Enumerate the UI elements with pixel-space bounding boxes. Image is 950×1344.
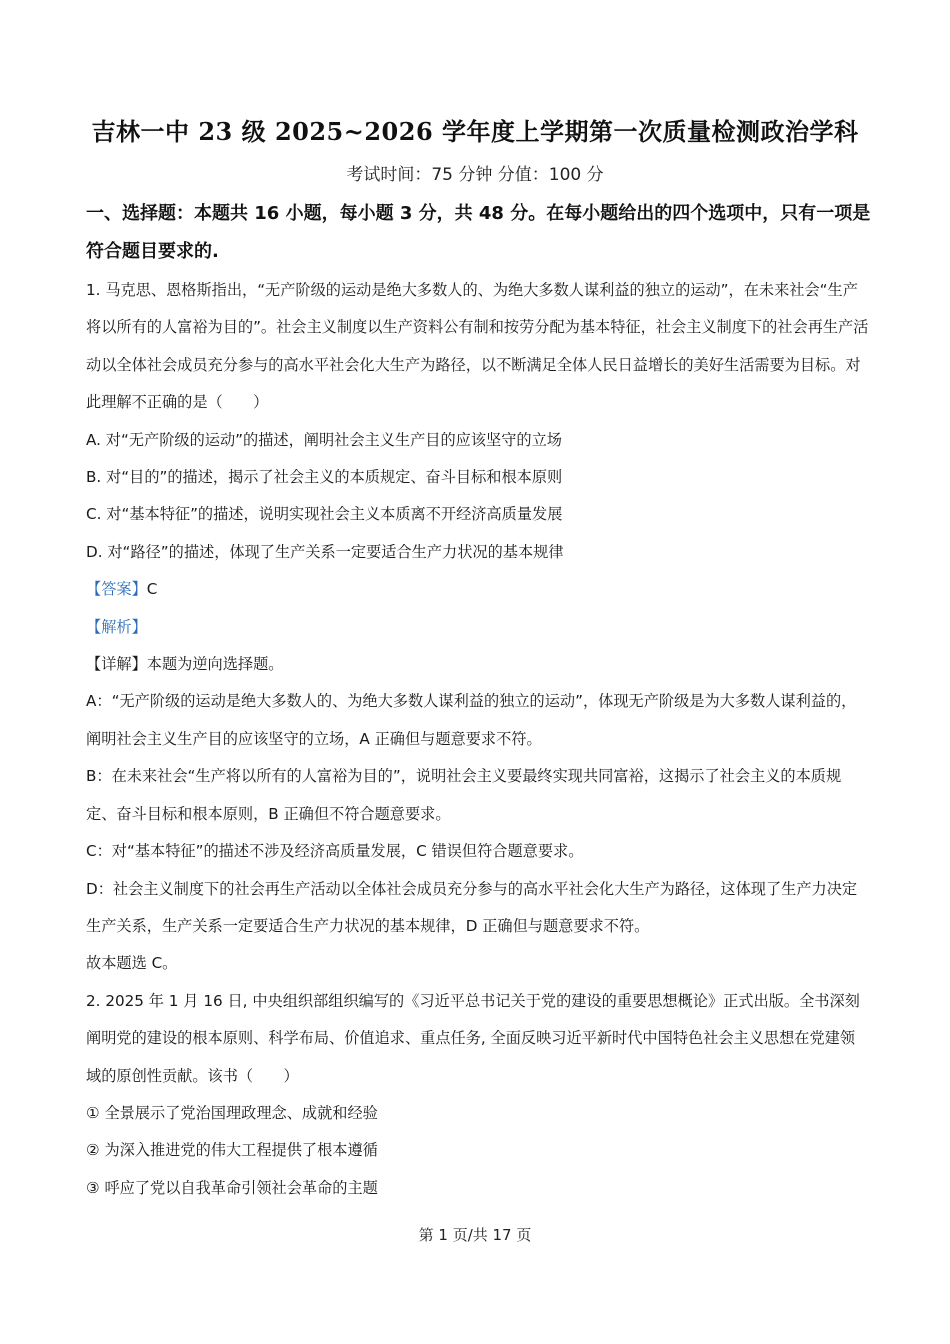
q2-item-1: ① 全景展示了党治国理政理念、成就和经验 (86, 1103, 378, 1122)
q1-explain-a: A：“无产阶级的运动是绝大多数人的、为绝大多数人谋利益的独立的运动”，体现无产阶级是为大多数人谋利益的，阐明社会主义生产目的应该坚守的立场，A 正确但与题意要求不符。 (86, 692, 857, 748)
q1-option-d: D. 对“路径”的描述，体现了生产关系一定要适合生产力状况的基本规律 (86, 542, 564, 561)
q1-conclusion: 故本题选 C。 (86, 954, 178, 973)
q1-explain-d: D：社会主义制度下的社会再生产活动以全体社会成员充分参与的高水平社会化大生产为路径，这体现了生产力决定生产关系，生产关系一定要适合生产力状况的基本规律，D 正确但与题意要求不符。 (86, 879, 858, 935)
q1-explain-b: B：在未来社会“生产将以所有的人富裕为目的”，说明社会主义要最终实现共同富裕，这揭示了社会主义的本质规定、奋斗目标和根本原则，B 正确但不符合题意要求。 (86, 767, 842, 823)
q1-option-a: A. 对“无产阶级的运动”的描述，阐明社会主义生产目的应该坚守的立场 (86, 430, 562, 449)
analysis-tag: 【解析】 (86, 617, 147, 636)
exam-title: 吉林一中 23 级 2025~2026 学年度上学期第一次质量检测政治学科 (91, 117, 859, 146)
q1-stem: 1. 马克思、恩格斯指出，“无产阶级的运动是绝大多数人的、为绝大多数人谋利益的独立的运动”，在未来社会“生产将以所有的人富裕为目的”。社会主义制度以生产资料公有制和按劳分配为基本特征，社会主义制度下的社会再生产活动以全体社会成员充分参与的高水平社会化大生产为路径，以不断满足全体人民日益增长的美好生活需要为目标。对此理解不正确的是（ ） (86, 281, 869, 412)
answer-tag: 【答案】 (86, 580, 147, 599)
answer-value: C (146, 580, 158, 599)
q2-item-2: ② 为深入推进党的伟大工程提供了根本遵循 (86, 1141, 378, 1160)
q1-option-c: C. 对“基本特征”的描述，说明实现社会主义本质离不开经济高质量发展 (86, 505, 563, 524)
page-footer: 第 1 页/共 17 页 (418, 1226, 532, 1244)
q2-stem: 2. 2025 年 1 月 16 日, 中央组织部组织编写的《习近平总书记关于党的建设的重要思想概论》正式出版。全书深刻阐明党的建设的根本原则、科学布局、价值追求、重点任务, 全面反映习近平新时代中国特色社会主义思想在党建领域的原创性贡献。该书（ ） (86, 991, 860, 1085)
question-body (86, 272, 870, 1207)
q1-detail: 【详解】本题为逆向选择题。 (86, 655, 284, 674)
q1-explain-c: C：对“基本特征”的描述不涉及经济高质量发展，C 错误但符合题意要求。 (86, 842, 584, 861)
q2-item-3: ③ 呼应了党以自我革命引领社会革命的主题 (86, 1178, 378, 1197)
q1-option-b: B. 对“目的”的描述，揭示了社会主义的本质规定、奋斗目标和根本原则 (86, 468, 563, 487)
section-heading: 一、选择题：本题共 16 小题，每小题 3 分，共 48 分。在每小题给出的四个选项中，只有一项是符合题目要求的. (86, 203, 871, 262)
exam-subtitle: 考试时间：75 分钟 分值：100 分 (346, 165, 604, 185)
q1-answer (86, 571, 870, 608)
